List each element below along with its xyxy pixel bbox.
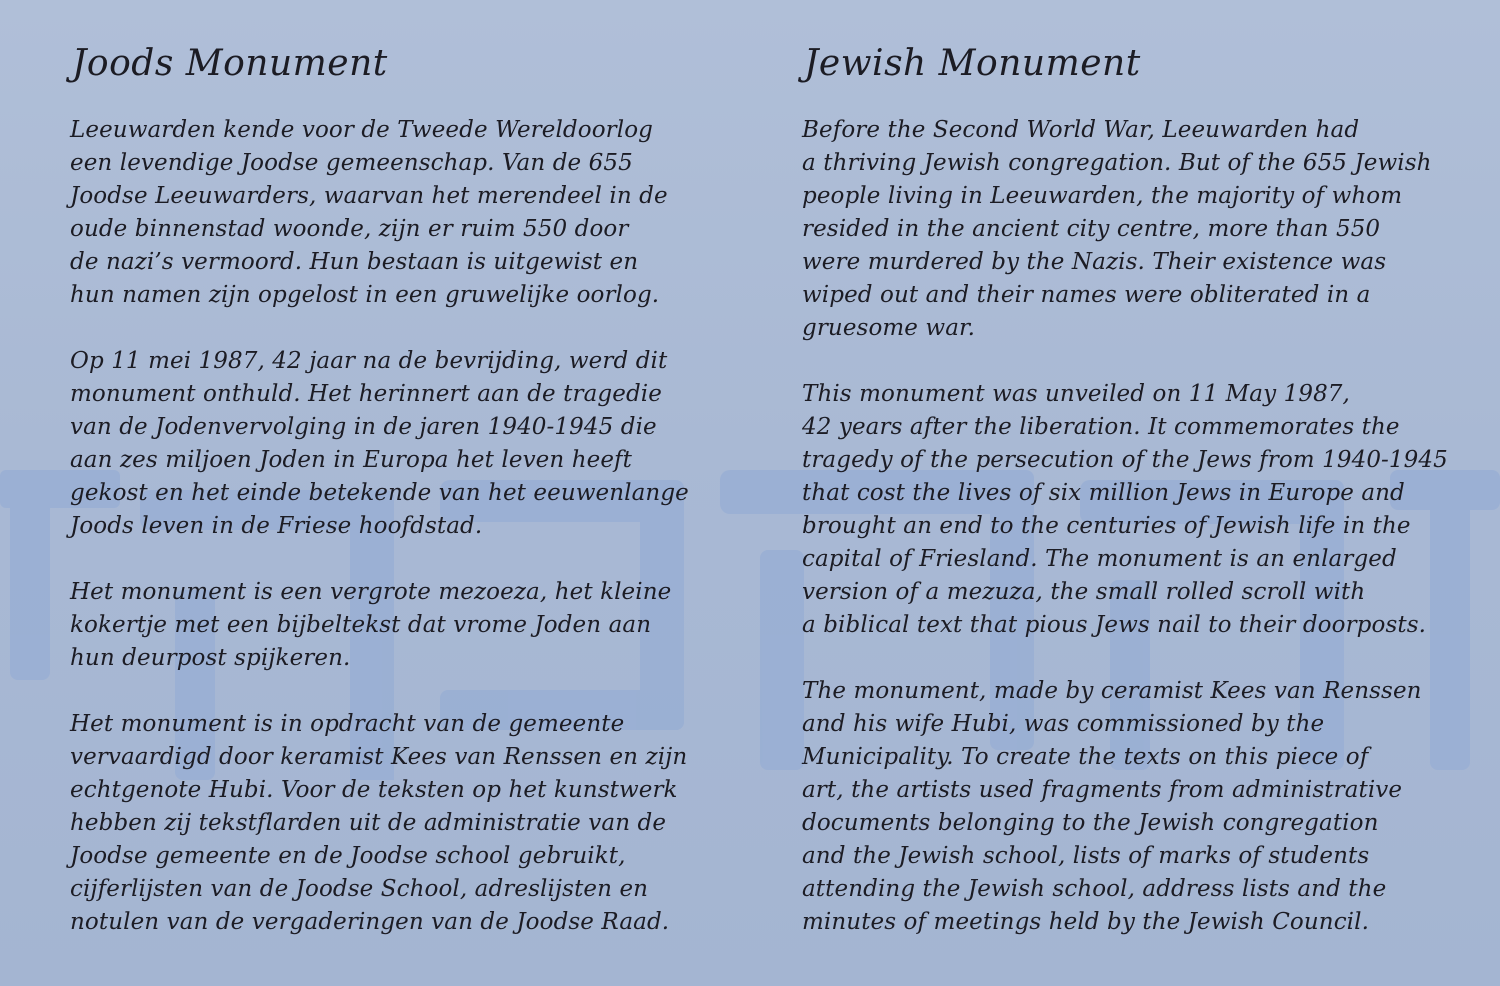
text-line: Before the Second World War, Leeuwarden had (802, 117, 1360, 143)
text-line: hun deurpost spijkeren. (70, 645, 351, 671)
text-line: people living in Leeuwarden, the majority of whom (802, 183, 1403, 209)
text-line: Op 11 mei 1987, 42 jaar na de bevrijding, werd dit (70, 348, 668, 374)
text-line: wiped out and their names were obliterated in a (802, 282, 1371, 308)
text-line: Joodse Leeuwarders, waarvan het merendeel in de (70, 183, 668, 209)
text-line: and his wife Hubi, was commissioned by the (802, 711, 1325, 737)
text-line: brought an end to the centuries of Jewish life in the (802, 513, 1411, 539)
text-line: kokertje met een bijbeltekst dat vrome Joden aan (70, 612, 652, 638)
text-line: 42 years after the liberation. It commemorates the (802, 414, 1400, 440)
text-line: gruesome war. (802, 315, 976, 341)
text-line: aan zes miljoen Joden in Europa het leven heeft (70, 447, 632, 473)
text-line: Municipality. To create the texts on this piece of (802, 744, 1369, 770)
english-paragraph-2 (802, 378, 1462, 642)
text-line: The monument, made by ceramist Kees van Renssen (802, 678, 1422, 704)
text-line: cijferlijsten van de Joodse School, adreslijsten en (70, 876, 649, 902)
text-line: resided in the ancient city centre, more than 550 (802, 216, 1381, 242)
text-line: hun namen zijn opgelost in een gruwelijke oorlog. (70, 282, 660, 308)
text-line: capital of Friesland. The monument is an enlarged (802, 546, 1397, 572)
text-line: version of a mezuza, the small rolled scroll with (802, 579, 1366, 605)
text-line: were murdered by the Nazis. Their existence was (802, 249, 1387, 275)
text-line: Leeuwarden kende voor de Tweede Wereldoorlog (70, 117, 653, 143)
dutch-paragraph-4 (70, 708, 730, 939)
text-line: and the Jewish school, lists of marks of students (802, 843, 1370, 869)
text-line: a thriving Jewish congregation. But of the 655 Jewish (802, 150, 1432, 176)
text-line: de nazi’s vermoord. Hun bestaan is uitgewist en (70, 249, 639, 275)
text-line: Joodse gemeente en de Joodse school gebruikt, (70, 843, 626, 869)
english-paragraph-3 (802, 675, 1462, 939)
text-line: van de Jodenvervolging in de jaren 1940-1945 die (70, 414, 657, 440)
text-line: tragedy of the persecution of the Jews from 1940-1945 (802, 447, 1448, 473)
english-column (802, 40, 1462, 939)
text-line: hebben zij tekstflarden uit de administratie van de (70, 810, 667, 836)
text-line: Het monument is in opdracht van de gemeente (70, 711, 625, 737)
text-line: attending the Jewish school, address lists and the (802, 876, 1387, 902)
text-line: een levendige Joodse gemeenschap. Van de 655 (70, 150, 633, 176)
text-line: Het monument is een vergrote mezoeza, het kleine (70, 579, 672, 605)
text-line: oude binnenstad woonde, zijn er ruim 550 door (70, 216, 629, 242)
english-title: Jewish Monument (804, 43, 1141, 84)
dutch-paragraph-1 (70, 114, 730, 312)
text-line: vervaardigd door keramist Kees van Renssen en zijn (70, 744, 688, 770)
text-line: art, the artists used fragments from administrative (802, 777, 1403, 803)
text-line: minutes of meetings held by the Jewish Council. (802, 909, 1370, 935)
dutch-column (70, 40, 730, 939)
english-paragraph-1 (802, 114, 1462, 345)
text-line: echtgenote Hubi. Voor de teksten op het kunstwerk (70, 777, 678, 803)
text-line: gekost en het einde betekende van het eeuwenlange (70, 480, 689, 506)
text-line: monument onthuld. Het herinnert aan de tragedie (70, 381, 662, 407)
text-line: notulen van de vergaderingen van de Joodse Raad. (70, 909, 670, 935)
text-line: that cost the lives of six million Jews in Europe and (802, 480, 1405, 506)
text-line: This monument was unveiled on 11 May 1987, (802, 381, 1350, 407)
dutch-paragraph-3 (70, 576, 730, 675)
dutch-paragraph-2 (70, 345, 730, 543)
text-line: documents belonging to the Jewish congregation (802, 810, 1379, 836)
dutch-title: Joods Monument (72, 43, 388, 84)
text-line: a biblical text that pious Jews nail to their doorposts. (802, 612, 1427, 638)
text-line: Joods leven in de Friese hoofdstad. (70, 513, 483, 539)
